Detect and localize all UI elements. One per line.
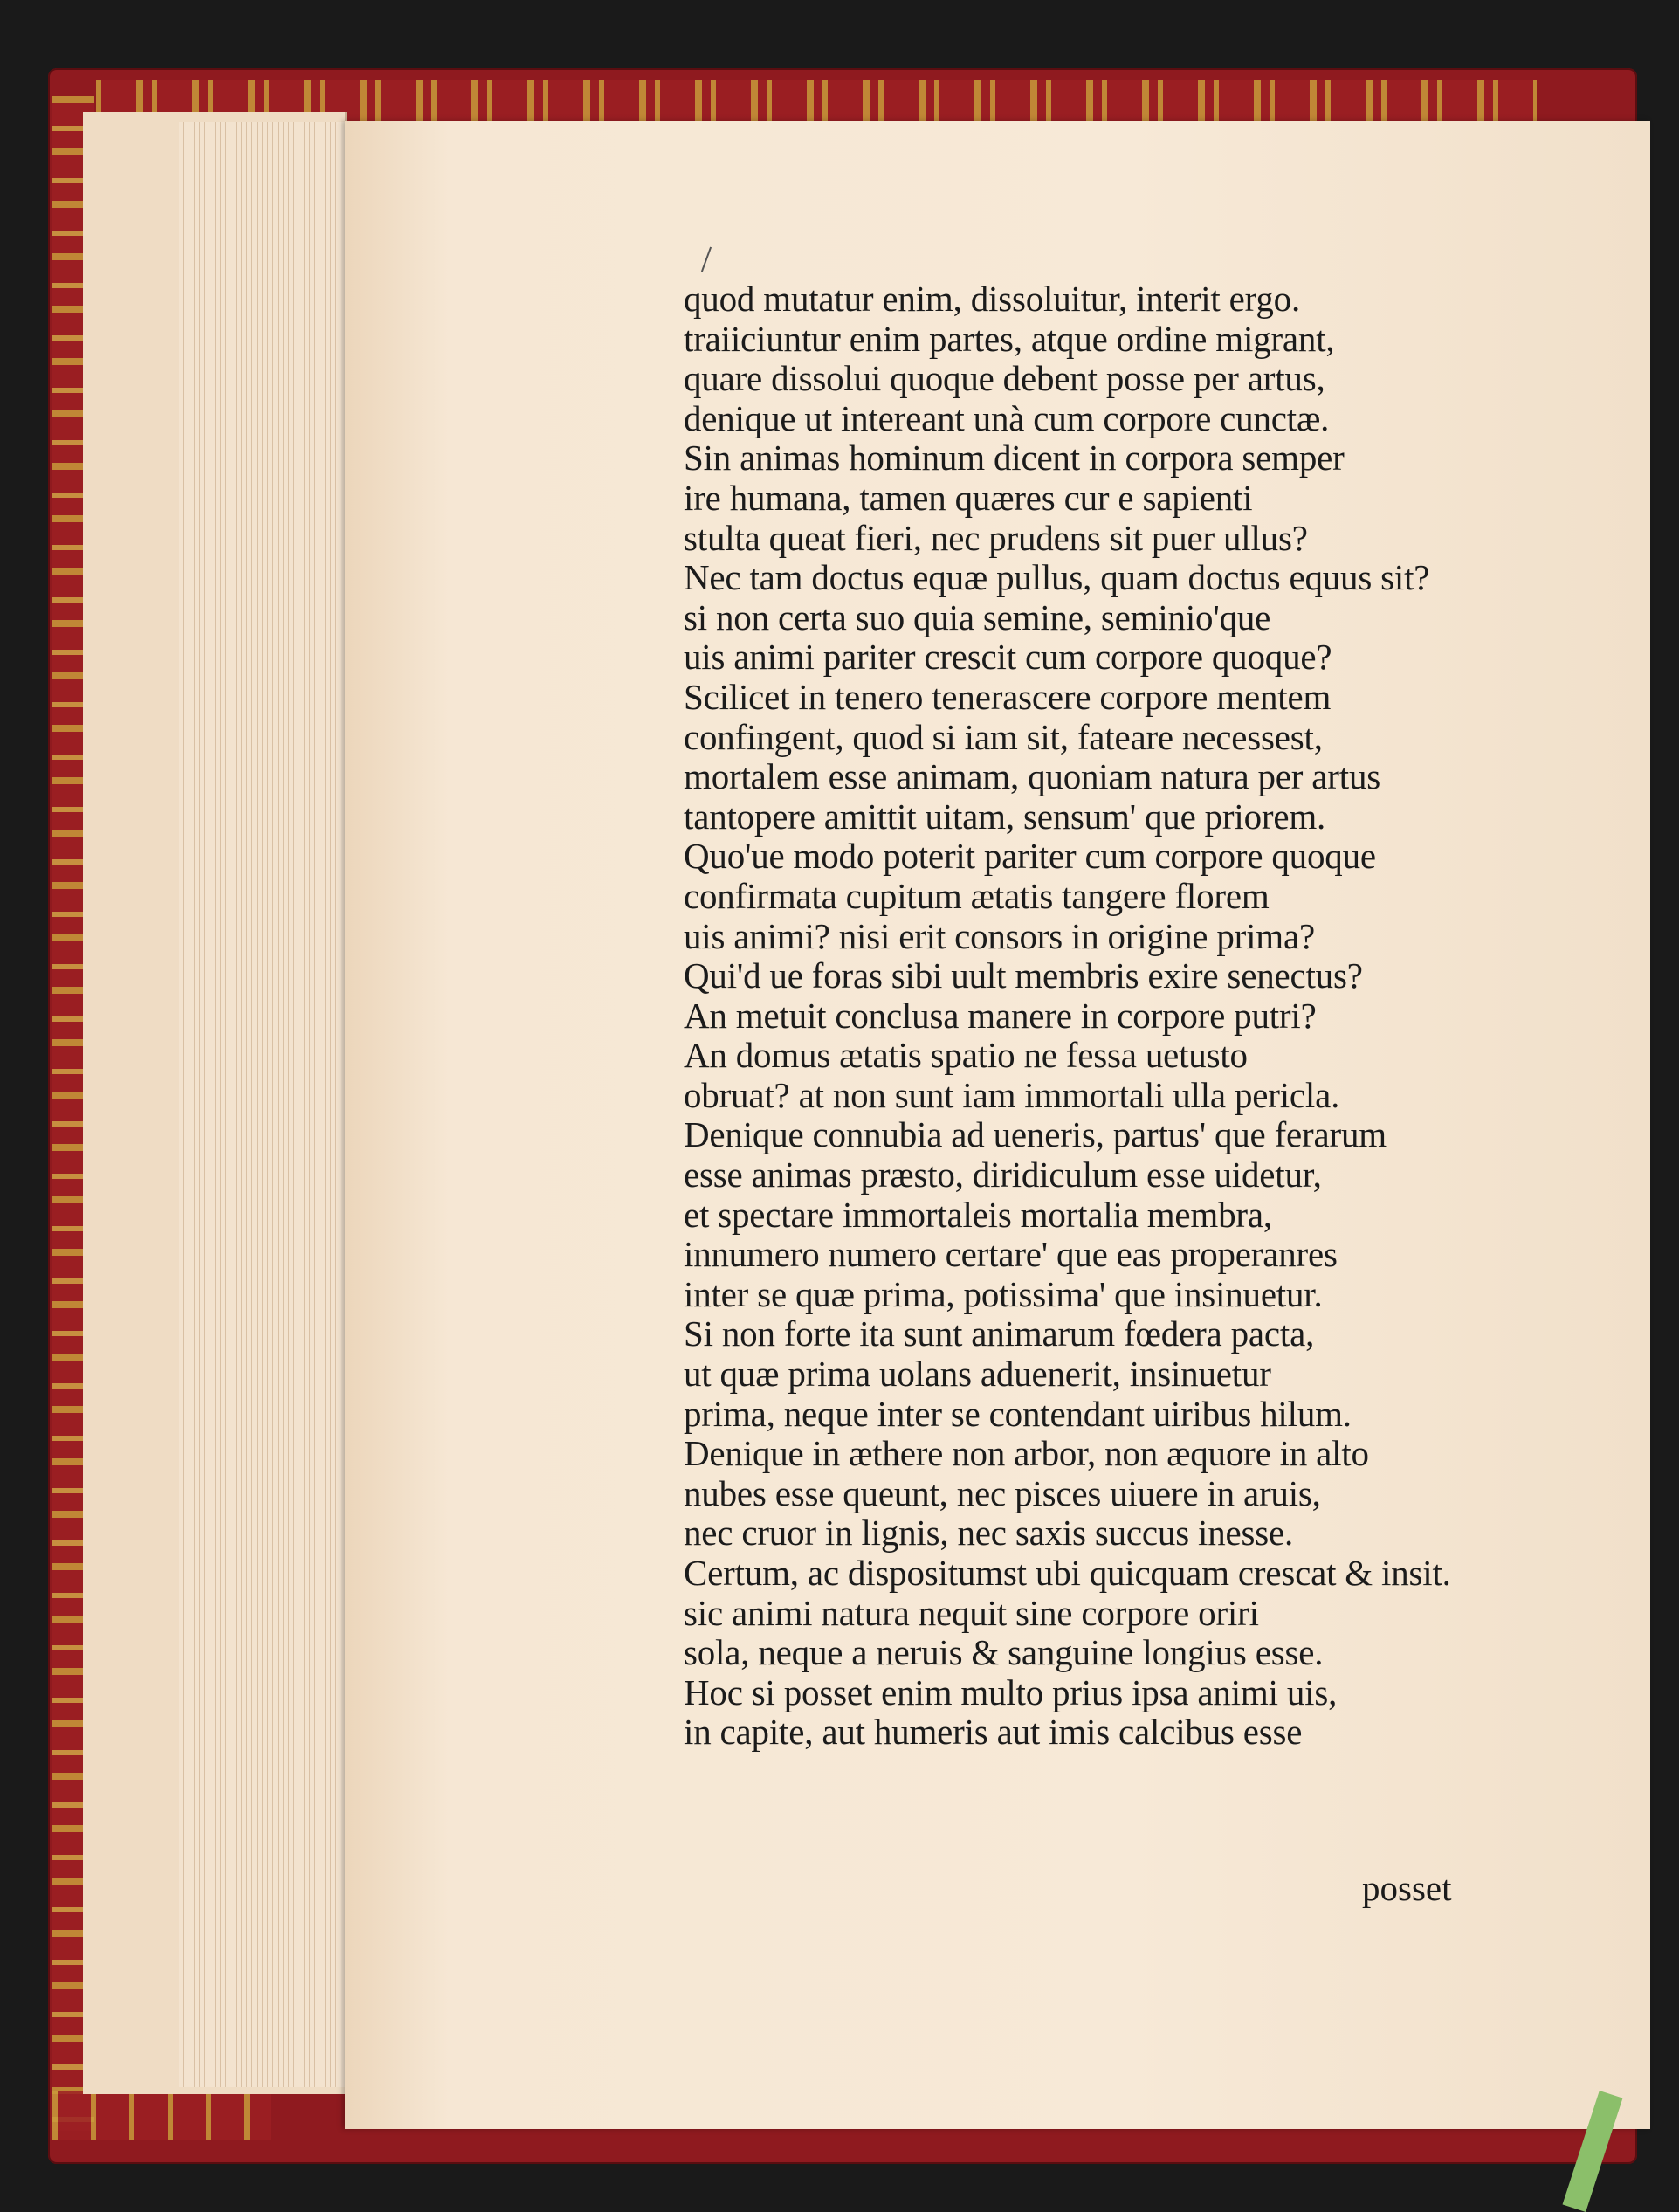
text-line: obruat? at non sunt iam immortali ulla pericla. (684, 1074, 1340, 1115)
text-line: Denique connubia ad ueneris, partus' que ferarum (684, 1114, 1387, 1155)
text-line: quod mutatur enim, dissoluitur, interit ergo. (684, 279, 1301, 319)
text-line: Qui'd ue foras sibi uult membris exire senectus? (684, 955, 1363, 996)
text-line: tantopere amittit uitam, sensum' que priorem. (684, 796, 1326, 837)
gilt-border-bottom (52, 2091, 271, 2140)
page-text (684, 279, 1609, 1753)
text-line: denique ut intereant unà cum corpore cunctæ. (684, 397, 1330, 438)
text-line: sic animi natura nequit sine corpore oriri (684, 1592, 1259, 1633)
text-line: Sin animas hominum dicent in corpora semper (684, 438, 1345, 479)
text-line: uis animi pariter crescit cum corpore quoque? (684, 637, 1332, 678)
text-line: mortalem esse animam, quoniam natura per artus (684, 756, 1381, 797)
page-edge-lines (179, 122, 345, 2087)
text-line: inter se quæ prima, potissima' que insinuetur. (684, 1273, 1323, 1314)
text-line: nubes esse queunt, nec pisces uiuere in aruis, (684, 1472, 1321, 1513)
text-line: confingent, quod si iam sit, fateare necessest, (684, 716, 1323, 757)
text-line: Hoc si posset enim multo prius ipsa animi uis, (684, 1671, 1338, 1712)
text-line: esse animas præsto, diridiculum esse uidetur, (684, 1154, 1322, 1196)
text-line: uis animi? nisi erit consors in origine prima? (684, 915, 1315, 956)
text-line: nec cruor in lignis, nec saxis succus inesse. (684, 1513, 1294, 1554)
text-line: Si non forte ita sunt animarum fœdera pacta, (684, 1313, 1315, 1354)
text-line: Quo'ue modo poterit pariter cum corpore quoque (684, 836, 1376, 877)
text-line: stulta queat fieri, nec prudens sit puer ullus? (684, 517, 1308, 558)
text-line: si non certa suo quia semine, seminio'que (684, 596, 1271, 637)
text-line: in capite, aut humeris aut imis calcibus esse (684, 1712, 1303, 1753)
text-line: et spectare immortaleis mortalia membra, (684, 1194, 1272, 1235)
text-line: prima, neque inter se contendant uiribus hilum. (684, 1393, 1352, 1434)
text-line: sola, neque a neruis & sanguine longius esse. (684, 1632, 1324, 1673)
text-line: Scilicet in tenero tenerascere corpore mentem (684, 676, 1332, 717)
text-line: ire humana, tamen quæres cur e sapienti (684, 477, 1253, 518)
text-line: innumero numero certare' que eas properanres (684, 1234, 1338, 1275)
text-line: quare dissolui quoque debent posse per artus, (684, 358, 1325, 399)
catchword: posset (1362, 1868, 1452, 1908)
text-line: An metuit conclusa manere in corpore putri? (684, 995, 1317, 1036)
text-line: Nec tam doctus equæ pullus, quam doctus equus sit? (684, 557, 1430, 598)
text-line: confirmata cupitum ætatis tangere florem (684, 875, 1270, 916)
text-line: Denique in æthere non arbor, non æquore in alto (684, 1433, 1369, 1474)
text-line: An domus ætatis spatio ne fessa uetusto (684, 1035, 1248, 1076)
text-line: traiiciuntur enim partes, atque ordine migrant, (684, 318, 1335, 359)
text-line: Certum, ac dispositumst ubi quicquam crescat & insit. (684, 1553, 1451, 1593)
text-line: ut quæ prima uolans aduenerit, insinuetur (684, 1354, 1271, 1395)
